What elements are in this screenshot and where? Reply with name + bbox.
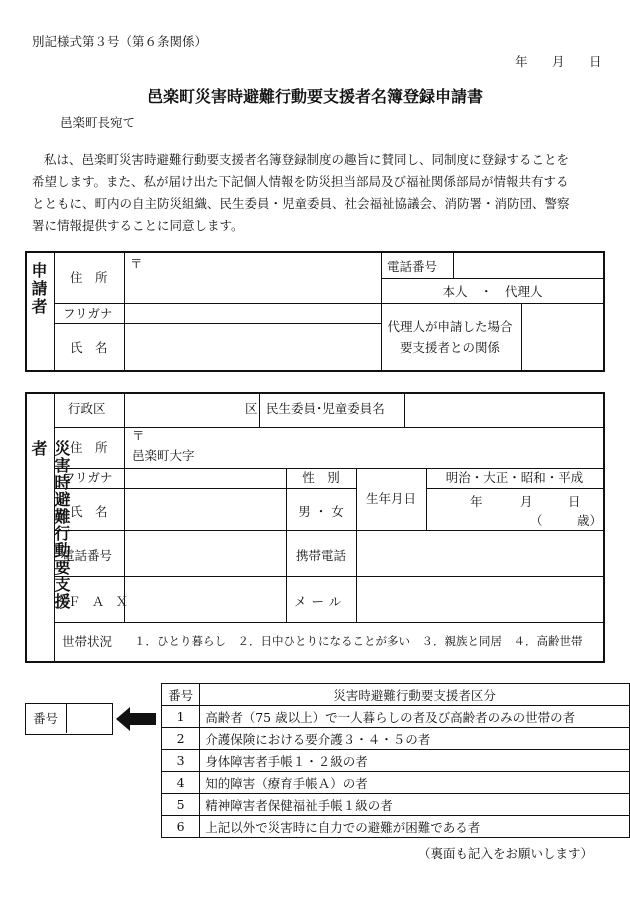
relation-label-line-1: 代理人が申請した場合 bbox=[387, 319, 513, 334]
intro-line-2: 希望します。また、私が届け出た下記個人情報を防災担当部局及び福祉関係部局が情報共有する bbox=[32, 174, 569, 189]
intro-line-1: 私は、邑楽町災害時避難行動要支援者名簿登録制度の趣旨に賛同し、同制度に登録することを bbox=[44, 152, 570, 167]
intro-line-4: 署に情報提供することに同意します。 bbox=[32, 218, 244, 233]
applicant-name-label: 氏 名 bbox=[70, 340, 108, 355]
applicant-phone-label: 電話番号 bbox=[387, 259, 438, 274]
classification-number: 6 bbox=[162, 816, 200, 838]
birth-month: 月 bbox=[520, 494, 533, 509]
intro-line-3: とともに、町内の自主防災組織、民生委員・児童委員、社会福祉協議会、消防署・消防団、警察 bbox=[32, 196, 570, 211]
applicant-address-field[interactable] bbox=[146, 255, 376, 301]
table-row bbox=[162, 706, 630, 728]
applicant-name-field[interactable] bbox=[125, 324, 379, 370]
classification-col-number: 番号 bbox=[162, 684, 200, 706]
addressee: 邑楽町長宛て bbox=[60, 115, 136, 130]
era-options[interactable]: 明治・大正・昭和・平成 bbox=[445, 470, 584, 485]
relation-label-line-2: 要支援者との関係 bbox=[399, 340, 500, 355]
gender-options[interactable]: 男 ・ 女 bbox=[298, 504, 344, 519]
classification-table bbox=[161, 683, 630, 838]
classification-header-row bbox=[162, 684, 630, 706]
person-name-field[interactable] bbox=[125, 489, 283, 529]
classification-text: 高齢者（75 歳以上）で一人暮らしの者及び高齢者のみの世帯の者 bbox=[200, 706, 630, 728]
person-furigana-field[interactable] bbox=[125, 469, 283, 487]
applicant-self-or-agent[interactable]: 本人 ・ 代理人 bbox=[442, 284, 543, 299]
fax-field[interactable] bbox=[125, 577, 283, 619]
number-box-field[interactable] bbox=[68, 705, 111, 733]
classification-text: 上記以外で災害時に自力での避難が困難である者 bbox=[200, 816, 630, 838]
classification-text: 知的障害（療育手帳Ａ）の者 bbox=[200, 772, 630, 794]
classification-number: 2 bbox=[162, 728, 200, 750]
table-row bbox=[162, 750, 630, 772]
classification-text: 介護保険における要介護３・４・５の者 bbox=[200, 728, 630, 750]
person-postal-mark: 〒 bbox=[132, 428, 145, 443]
applicant-furigana-label: フリガナ bbox=[63, 306, 113, 321]
mail-label: メール bbox=[294, 594, 347, 609]
classification-col-title: 災害時避難行動要支援者区分 bbox=[200, 684, 630, 706]
table-row bbox=[162, 816, 630, 838]
person-address-label: 住 所 bbox=[70, 440, 108, 455]
age-open: （ bbox=[530, 513, 543, 528]
relation-field[interactable] bbox=[522, 304, 602, 370]
footer-note: （裏面も記入をお願いします） bbox=[418, 846, 594, 861]
applicant-furigana-field[interactable] bbox=[125, 304, 379, 323]
date-month: 月 bbox=[552, 54, 565, 69]
person-phone-label: 電話番号 bbox=[62, 548, 113, 563]
classification-number: 4 bbox=[162, 772, 200, 794]
birth-label: 生年月日 bbox=[365, 491, 416, 506]
commissioner-field[interactable] bbox=[406, 395, 602, 424]
classification-number: 5 bbox=[162, 794, 200, 816]
number-box-label: 番号 bbox=[33, 711, 59, 726]
page-title: 邑楽町災害時避難行動要支援者名簿登録申請書 bbox=[146, 87, 483, 106]
person-address-prefill: 邑楽町大字 bbox=[132, 448, 195, 463]
birth-year: 年 bbox=[470, 494, 483, 509]
applicant-address-label: 住 所 bbox=[70, 270, 108, 285]
date-year: 年 bbox=[515, 54, 528, 69]
classification-number: 3 bbox=[162, 750, 200, 772]
person-address-field[interactable] bbox=[200, 428, 600, 466]
person-furigana-label: フリガナ bbox=[63, 470, 113, 485]
person-phone-field[interactable] bbox=[125, 531, 283, 573]
mobile-field[interactable] bbox=[358, 531, 602, 573]
person-section-label: 災害時避難行動要支援者 bbox=[29, 440, 71, 610]
classification-text: 精神障害者保健福祉手帳１級の者 bbox=[200, 794, 630, 816]
applicant-section-label: 申請者 bbox=[29, 262, 48, 316]
district-label: 行政区 bbox=[68, 401, 106, 416]
person-name-label: 氏 名 bbox=[70, 504, 108, 519]
form-number: 別記様式第３号（第６条関係） bbox=[32, 34, 208, 49]
commissioner-label: 民生委員･児童委員名 bbox=[266, 401, 385, 416]
date-day: 日 bbox=[589, 54, 602, 69]
fax-label: ＦＡＸ bbox=[68, 594, 140, 609]
classification-text: 身体障害者手帳１・２級の者 bbox=[200, 750, 630, 772]
left-arrow-icon bbox=[116, 707, 156, 731]
table-row bbox=[162, 728, 630, 750]
table-row bbox=[162, 772, 630, 794]
gender-label: 性 別 bbox=[302, 470, 340, 485]
household-options[interactable]: １．ひとり暮らし ２．日中ひとりになることが多い ３．親族と同居 ４．高齢世帯 bbox=[134, 634, 583, 648]
table-row bbox=[162, 794, 630, 816]
age-close: 歳） bbox=[577, 513, 603, 528]
applicant-postal-mark: 〒 bbox=[130, 256, 143, 271]
applicant-phone-field[interactable] bbox=[454, 254, 602, 277]
classification-number: 1 bbox=[162, 706, 200, 728]
mobile-label: 携帯電話 bbox=[295, 548, 346, 563]
mail-field[interactable] bbox=[358, 577, 602, 619]
birth-day: 日 bbox=[568, 494, 581, 509]
district-field[interactable] bbox=[125, 395, 243, 424]
district-suffix: 区 bbox=[245, 401, 258, 416]
household-label: 世帯状況 bbox=[62, 634, 113, 649]
